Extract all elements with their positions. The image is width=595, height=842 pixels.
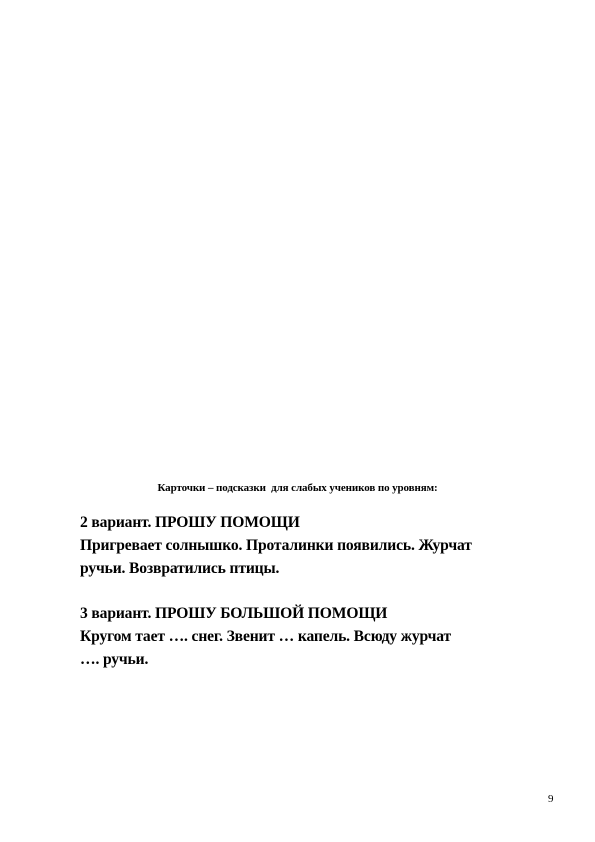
variant-2-block bbox=[80, 511, 550, 580]
variant-3-heading: 3 вариант. ПРОШУ БОЛЬШОЙ ПОМОЩИ bbox=[80, 605, 388, 622]
page-number: 9 bbox=[548, 793, 554, 805]
variant-2-text: Пригревает солнышко. Проталинки появились. Журчат ручьи. Возвратились птицы. bbox=[80, 537, 472, 577]
variant-2-heading: 2 вариант. ПРОШУ ПОМОЩИ bbox=[80, 514, 300, 531]
variant-3-text: Кругом тает …. снег. Звенит … капель. Всюду журчат …. ручьи. bbox=[80, 628, 452, 668]
variant-3-block bbox=[80, 602, 550, 671]
cards-caption: Карточки – подсказки для слабых учеников по уровням: bbox=[157, 482, 438, 494]
